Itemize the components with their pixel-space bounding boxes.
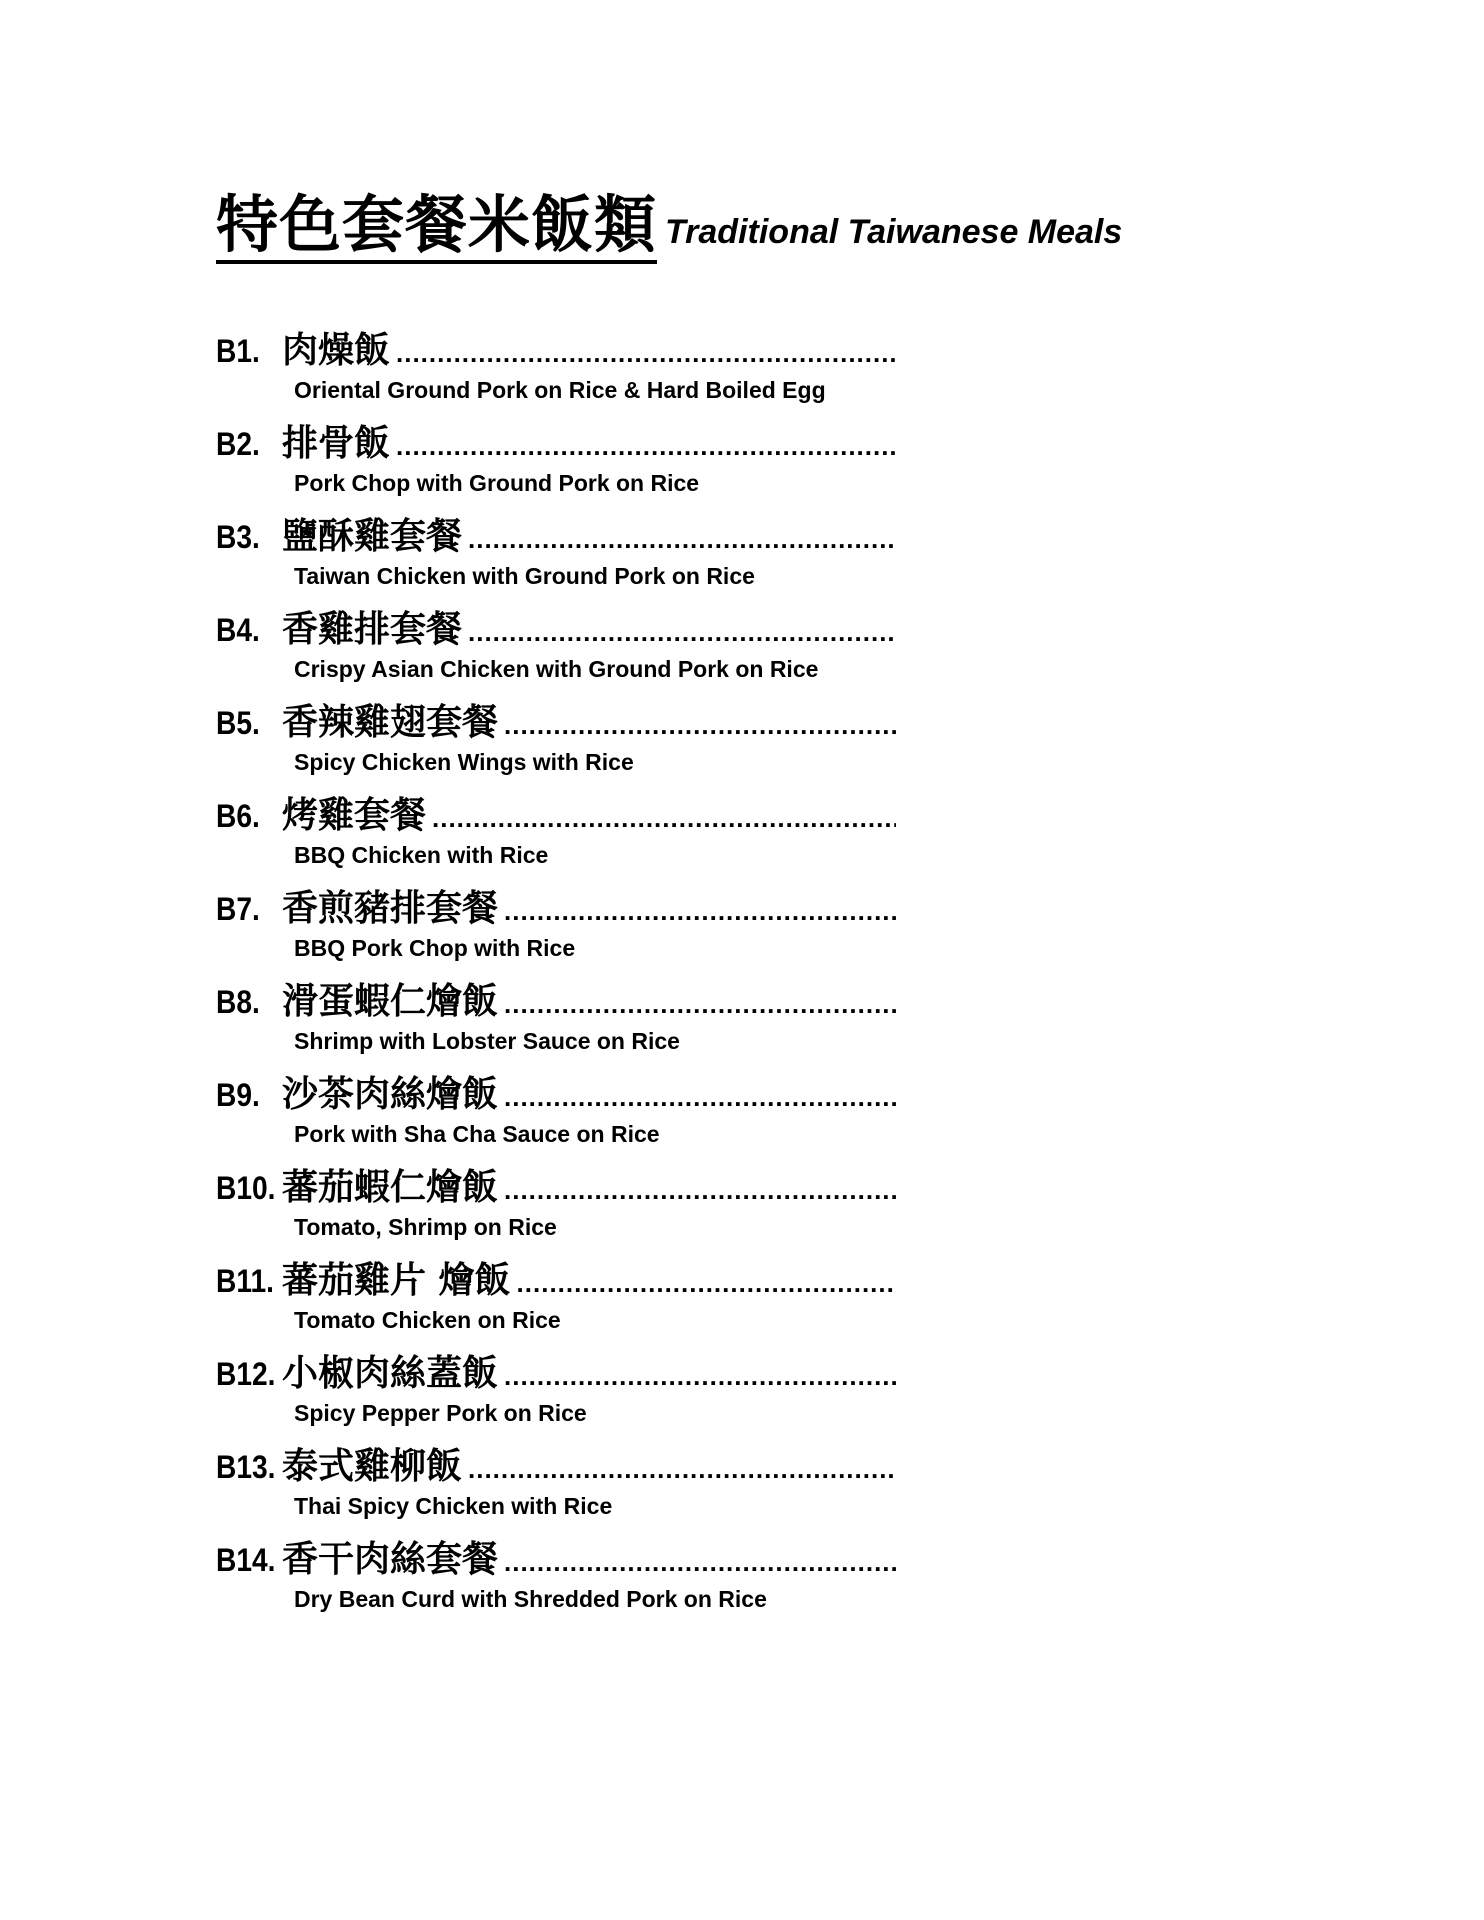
menu-item-heading (216, 508, 896, 560)
menu-item-heading (216, 694, 896, 746)
menu-item (216, 1531, 896, 1624)
item-description: Spicy Pepper Pork on Rice (294, 1400, 587, 1426)
menu-item (216, 322, 896, 415)
menu-item (216, 1345, 896, 1438)
section-title-english: Traditional Taiwanese Meals (665, 213, 1123, 251)
item-name-chinese: 蕃茄雞片 燴飯 (282, 1260, 511, 1301)
item-description: Pork with Sha Cha Sauce on Rice (294, 1121, 660, 1147)
menu-item-heading (216, 415, 896, 467)
menu-item-heading (216, 973, 896, 1025)
menu-item (216, 1066, 896, 1159)
menu-item (216, 1438, 896, 1531)
item-description: Shrimp with Lobster Sauce on Rice (294, 1028, 680, 1054)
item-code: B10. (216, 1170, 276, 1206)
menu-list (216, 322, 896, 1624)
item-description: Spicy Chicken Wings with Rice (294, 749, 634, 775)
item-name-chinese: 鹽酥雞套餐 (282, 516, 463, 557)
menu-item-heading (216, 787, 896, 839)
item-name-chinese: 肉燥飯 (282, 330, 391, 371)
item-code: B3. (216, 519, 260, 555)
menu-item-heading (216, 322, 896, 374)
menu-item-heading (216, 1066, 896, 1118)
item-description: BBQ Chicken with Rice (294, 842, 549, 868)
item-name-chinese: 香辣雞翅套餐 (282, 702, 499, 743)
menu-item-heading (216, 1531, 896, 1583)
dot-leader (504, 896, 896, 927)
item-name-chinese: 排骨飯 (282, 423, 391, 464)
item-code: B2. (216, 426, 260, 462)
dot-leader (504, 1361, 896, 1392)
dot-leader (504, 710, 896, 741)
item-code: B1. (216, 333, 260, 369)
item-description: Thai Spicy Chicken with Rice (294, 1493, 613, 1519)
menu-item (216, 508, 896, 601)
dot-leader (432, 803, 896, 834)
dot-leader (468, 617, 896, 648)
item-code: B6. (216, 798, 260, 834)
menu-item-heading (216, 880, 896, 932)
item-name-chinese: 小椒肉絲蓋飯 (282, 1353, 499, 1394)
item-code: B7. (216, 891, 260, 927)
menu-item-heading (216, 601, 896, 653)
menu-item-heading (216, 1345, 896, 1397)
item-name-chinese: 烤雞套餐 (282, 795, 427, 836)
dot-leader (504, 1547, 896, 1578)
item-description: Crispy Asian Chicken with Ground Pork on Rice (294, 656, 819, 682)
item-description: Oriental Ground Pork on Rice & Hard Boiled Egg (294, 377, 826, 403)
item-code: B9. (216, 1077, 260, 1113)
item-description: Dry Bean Curd with Shredded Pork on Rice (294, 1586, 767, 1612)
dot-leader (504, 989, 896, 1020)
item-description: BBQ Pork Chop with Rice (294, 935, 576, 961)
item-code: B5. (216, 705, 260, 741)
item-name-chinese: 香雞排套餐 (282, 609, 463, 650)
menu-item (216, 601, 896, 694)
menu-item (216, 415, 896, 508)
item-code: B12. (216, 1356, 276, 1392)
dot-leader (504, 1175, 896, 1206)
item-code: B13. (216, 1449, 276, 1485)
item-code: B4. (216, 612, 260, 648)
item-code: B8. (216, 984, 260, 1020)
menu-item-heading (216, 1252, 896, 1304)
item-description: Tomato Chicken on Rice (294, 1307, 561, 1333)
menu-item (216, 787, 896, 880)
item-name-chinese: 滑蛋蝦仁燴飯 (282, 981, 499, 1022)
item-code: B14. (216, 1542, 276, 1578)
item-code: B11. (216, 1263, 274, 1299)
menu-item (216, 694, 896, 787)
menu-item (216, 1252, 896, 1345)
menu-item (216, 1159, 896, 1252)
menu-item-heading (216, 1438, 896, 1490)
dot-leader (396, 431, 896, 462)
item-description: Tomato, Shrimp on Rice (294, 1214, 557, 1240)
dot-leader (468, 524, 896, 555)
menu-header (216, 190, 1122, 264)
dot-leader (504, 1082, 896, 1113)
item-name-chinese: 蕃茄蝦仁燴飯 (282, 1167, 499, 1208)
menu-item (216, 880, 896, 973)
item-name-chinese: 沙茶肉絲燴飯 (282, 1074, 499, 1115)
menu-item-heading (216, 1159, 896, 1211)
item-name-chinese: 香干肉絲套餐 (282, 1539, 499, 1580)
section-title-chinese: 特色套餐米飯類 (216, 190, 657, 264)
dot-leader (517, 1268, 896, 1299)
item-name-chinese: 香煎豬排套餐 (282, 888, 499, 929)
dot-leader (468, 1454, 896, 1485)
dot-leader (396, 338, 896, 369)
item-description: Taiwan Chicken with Ground Pork on Rice (294, 563, 755, 589)
item-name-chinese: 泰式雞柳飯 (282, 1446, 463, 1487)
menu-item (216, 973, 896, 1066)
item-description: Pork Chop with Ground Pork on Rice (294, 470, 700, 496)
